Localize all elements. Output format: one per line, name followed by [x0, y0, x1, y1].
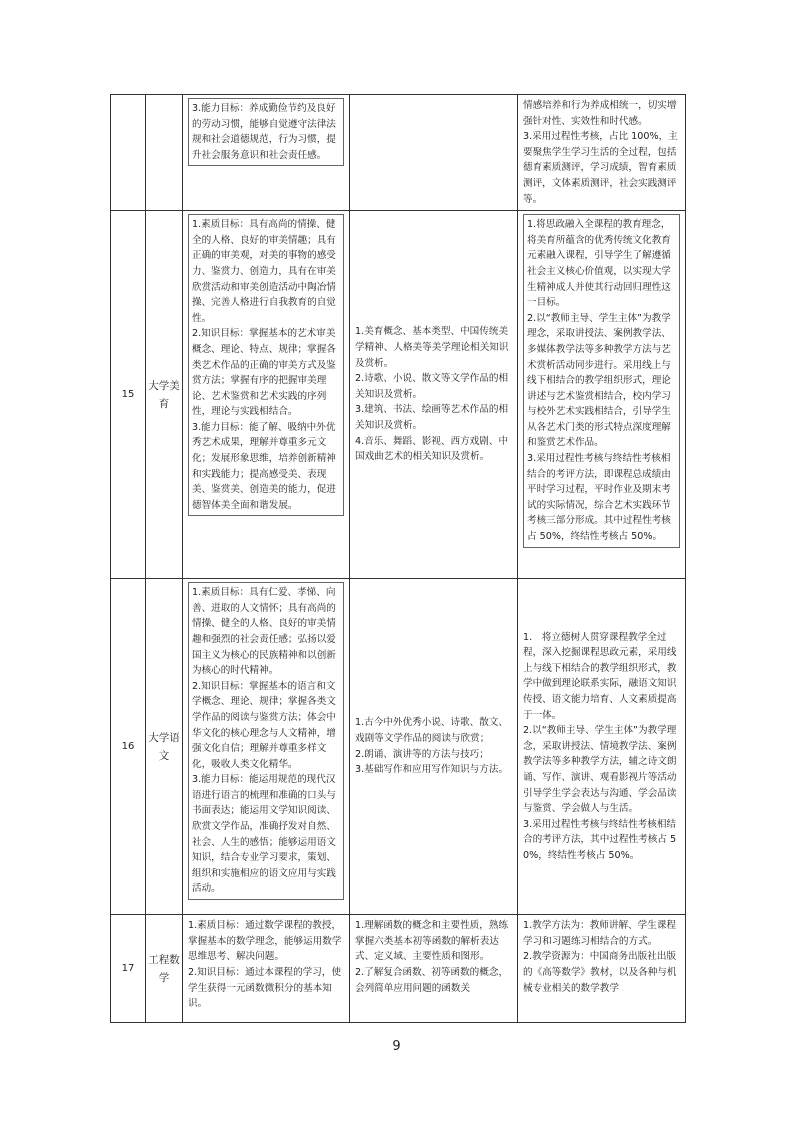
- row-number: [111, 95, 146, 211]
- content-text: 4.音乐、舞蹈、影视、西方戏剧、中国戏曲艺术的相关知识及赏析。: [355, 435, 509, 463]
- table-row: [111, 211, 686, 579]
- requirement-text: 3.采用过程性考核，占比 100%，主要聚焦学生学习生活的全过程，包括德育素质测评，学习成绩，智育素质测评，文体素质测评，社会实践测评等。: [523, 131, 678, 205]
- objective-text: 2.知识目标：掌握基本的艺术审美概念、理论、特点、规律；掌握各类艺术作品的正确的审美方式及鉴赏方法；掌握有序的把握审美理论、艺术鉴赏和艺术实践的序列性，理论与实践相结合。: [192, 328, 336, 418]
- objectives-box: [188, 214, 344, 516]
- content-cell: [350, 915, 518, 1023]
- table-row: [111, 95, 686, 211]
- objective-text: 1.素质目标：具有仁爱、孝悌、向善、进取的人文情怀；具有高尚的情操、健全的人格、良好的审美情趣和强烈的社会责任感；弘扬以爱国主义为核心的民族精神和以创新为核心的时代精神。: [192, 587, 336, 677]
- objective-text: 3.能力目标：能运用规范的现代汉语进行语言的梳理和准确的口头与书面表达；能运用文学知识阅读、欣赏文学作品，准确抒发对自然、社会、人生的感悟；能够运用语文知识，结合专业学习要求，策划、组织和实施相应的语文应用与实践活动。: [192, 774, 336, 895]
- requirements-cell: [518, 211, 686, 579]
- table-row: [111, 579, 686, 915]
- objective-text: 3.能力目标：养成勤俭节约及良好的劳动习惯，能够自觉遵守法律法规和社会道德规范，行为习惯，提升社会服务意识和社会责任感。: [192, 103, 336, 161]
- requirement-text: 2.以“教师主导、学生主体”为教学理念，采取讲授法、案例教学法、多媒体教学法等多种教学方法与艺术赏析活动同步进行。采用线上与线下相结合的教学组织形式，理论讲述与艺术鉴赏相结合，校内学习与校外艺术实践相结合，引导学生从各艺术门类的形式特点深度理解和鉴赏艺术作品。: [527, 312, 671, 449]
- requirement-text: 1.教学方法为：教师讲解、学生课程学习和习题练习相结合的方式。: [523, 920, 677, 947]
- objective-text: 2.知识目标：掌握基本的语言和文学概念、理论、规律；掌握各类文学作品的阅读与鉴赏方法；体会中华文化的核心理念与人文精神，增强文化自信；理解并尊重多样文化，吸收人类文化精华。: [192, 680, 336, 770]
- objective-text: 3.能力目标：能了解、吸纳中外优秀艺术成果，理解并尊重多元文化；发展形象思维，培养创新精神和实践能力；提高感受美、表现美、鉴赏美、创造美的能力，促进德智体美全面和谐发展。: [192, 421, 336, 511]
- content-text: 3.建筑、书法、绘画等艺术作品的相关知识及赏析。: [355, 404, 509, 432]
- content-cell: [350, 95, 518, 211]
- requirement-text: 3.采用过程性考核与终结性考核相结合的考评方法，即课程总成绩由平时学习过程，平时作业及期末考试的实际情况，综合艺术实践环节考核三部分形成。其中过程性考核占 50%，终结性考核占 50%。: [527, 453, 671, 543]
- content-cell: [350, 579, 518, 915]
- content-text: 2.了解复合函数、初等函数的概念，会列简单应用问题的函数关: [355, 966, 509, 994]
- requirement-text: 3.采用过程性考核与终结性考核相结合的考评方法，其中过程性考核占 50%，终结性考核占 50%。: [523, 818, 677, 862]
- objectives-box: [188, 582, 344, 900]
- content-text: 1.理解函数的概念和主要性质，熟练掌握六类基本初等函数的解析表达式、定义域、主要性质和图形。: [355, 920, 509, 963]
- course-table: [110, 94, 686, 1023]
- content-cell: [350, 211, 518, 579]
- requirements-cell: [518, 579, 686, 915]
- content-text: 3.基础写作和应用写作知识与方法。: [355, 764, 509, 776]
- course-name: 工程数学: [146, 915, 183, 1023]
- requirement-text: 1. 将立德树人贯穿课程教学全过程，深入挖掘课程思政元素，采用线上与线下相结合的教学组织形式，教学中做到理论联系实际，融语文知识传授、语文能力培育、人文素质提高于一体。: [523, 631, 677, 721]
- requirements-box: [523, 214, 680, 547]
- objectives-cell: [183, 915, 350, 1023]
- requirement-text: 2.教学资源为：中国商务出版社出版的《高等数学》教材，以及各种与机械专业相关的数学教学: [523, 951, 677, 994]
- objective-text: 1.素质目标：通过数学课程的教授，掌握基本的数学理念，能够运用数学思维思考、解决问题。: [188, 920, 342, 963]
- course-name: 大学语文: [146, 579, 183, 915]
- objectives-cell: [183, 211, 350, 579]
- content-text: 1.古今中外优秀小说、诗歌、散文、戏剧等文学作品的阅读与欣赏；: [355, 717, 509, 745]
- page-number: 9: [392, 1039, 401, 1054]
- course-name: [146, 95, 183, 211]
- objective-text: 2.知识目标：通过本课程的学习，使学生获得一元函数微积分的基本知识。: [188, 966, 342, 1010]
- table-row: [111, 915, 686, 1023]
- requirements-cell: [518, 95, 686, 211]
- requirement-text: 1.将思政融入全课程的教育理念，将美育所蕴含的优秀传统文化教育元素融入课程，引导学生了解遵循社会主义核心价值观，以实现大学生精神成人并使其行动回归理性这一目标。: [527, 219, 671, 309]
- objectives-cell: [183, 95, 350, 211]
- content-text: 2.朗诵、演讲等的方法与技巧；: [355, 748, 489, 760]
- objectives-cell: [183, 579, 350, 915]
- requirement-text: 情感培养和行为养成相统一，切实增强针对性、实效性和时代感。: [523, 100, 677, 127]
- course-name: 大学美育: [146, 211, 183, 579]
- requirements-cell: [518, 915, 686, 1023]
- row-number: 15: [111, 211, 146, 579]
- content-text: 1.美育概念、基本类型、中国传统美学精神、人格美等美学理论相关知识及赏析。: [355, 326, 509, 369]
- content-text: 2.诗歌、小说、散文等文学作品的相关知识及赏析。: [355, 373, 509, 400]
- requirement-text: 2.以“教师主导、学生主体”为教学理念，采取讲授法、情境教学法、案例教学法等多种教学方法，辅之诗文朗诵、写作、演讲、观看影视片等活动引导学生学会表达与沟通、学会品读与鉴赏、学会做人与生活。: [523, 725, 677, 815]
- row-number: 17: [111, 915, 146, 1023]
- row-number: 16: [111, 579, 146, 915]
- objectives-box: [188, 98, 344, 166]
- objective-text: 1.素质目标：具有高尚的情操、健全的人格、良好的审美情趣；具有正确的审美观，对美的事物的感受力、鉴赏力、创造力，具有在审美欣赏活动和审美创造活动中陶冶情操、完善人格进行自我教育的自觉性。: [192, 219, 336, 324]
